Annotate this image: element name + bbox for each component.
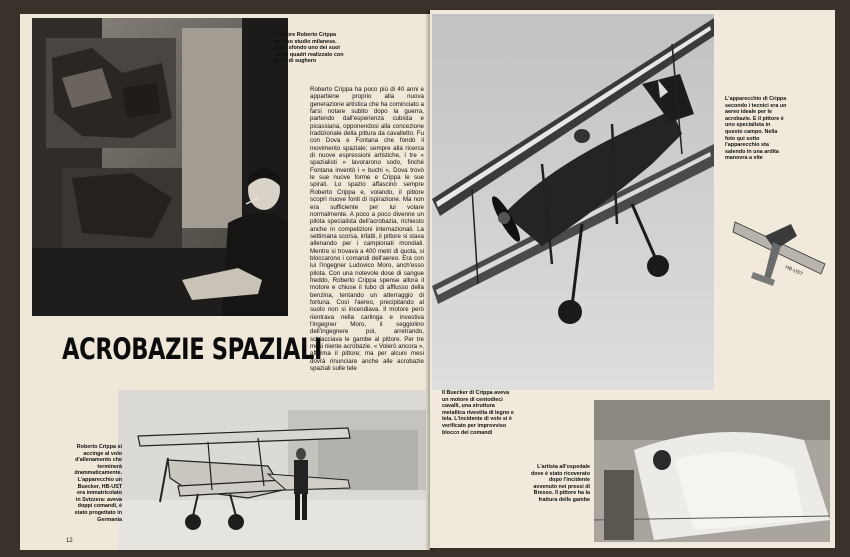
- plane-ground-caption: Roberto Crippa si accinge al volo d'allenamento che terminerà drammaticamente. L'apparecchio un Buecker, HB-UST era immatricolato in Svizzera: aveva doppi comandi, è stato progettato in Germania: [74, 444, 122, 523]
- headline: ACROBAZIE SPAZIALI: [62, 332, 323, 366]
- hospital-photo: [594, 400, 830, 542]
- hospital-caption: L'artista all'ospedale dove è stato ricoverato dopo l'incidente avvenuto nei pressi di Bresso. Il pittore ha la frattura delle gambe: [530, 464, 590, 503]
- studio-caption: Il pittore Roberto Crippa nel suo studio milanese. Sullo sfondo uno dei suoi ultimi quadri realizzato con pezzi di sughero: [274, 32, 344, 65]
- right-page: [430, 10, 835, 548]
- biplane-flight-image: [432, 14, 714, 390]
- plane-ground-image: [118, 390, 426, 550]
- spin-maneuver-image: [725, 202, 833, 296]
- left-page: [20, 14, 430, 550]
- plane-ground-photo: [118, 390, 426, 550]
- hospital-image: [594, 400, 830, 542]
- studio-photo: [32, 18, 288, 316]
- spin-maneuver-photo: [725, 202, 833, 296]
- biplane-flight-photo: [432, 14, 714, 390]
- aircraft-caption: L'apparecchio di Crippa secondo i tecnici era un aereo ideale per le acrobazie. E il pittore è uno specialista in questo campo. Nella foto qui sotto l'apparecchio sta salendo in una ardita manovra a vite: [725, 96, 787, 162]
- plane-registration: HB-UST: [784, 264, 804, 278]
- page-number: 12: [66, 538, 73, 544]
- article-text: Roberto Crippa ha poco più di 40 anni e appartiene proprio alla nuova generazione artistica che ha cominciato a farsi notare subito dopo la guerra, partendo dall'esperienza cubista e picassiana, opponendosi alla concezione tradizionale della pittura da cavalletto. Fu con Dova e Fontana che fondò il movimento spaziale; sempre alla ricerca di nuove espressioni artistiche, i tre « spazialisti » lavorarono sodo, finché Fontana inventò i « buchi », Dova trovò le sue nuove forme e Crippa le sue spirali. Lo spazio affascinò sempre Roberto Crippa e, volando, il pittore scoprì nuove fonti di ispirazione. Ma non era sufficiente per lui volare normalmente. A poco a poco divenne un pilota specialista dell'acrobazia, richiesto anche in competizioni internazionali. La settimana scorsa, infatti, il pittore si stava allenando per i campionati mondiali. Mentre si trovava a 400 metri di quota, si bloccarono i comandi dell'aereo. Era con lui l'ingegner Ludovico Moro, anch'esso pilota. Con una notevole dose di sangue freddo, Roberto Crippa spense allora il motore e chiuse il tubo di afflusso della benzina, tentando un atterraggio di fortuna. Così l'aereo, precipitando al suolo non si incendiava. Il motore però rientrava nella carlinga e investiva l'ingegner Moro, il seggiolino dell'ingegnere poi, arretrando, schiacciava le gambe al pittore. Per tre mesi niente acrobazie. « Volerò ancora », afferma il pittore; ma per alcuni mesi dovrà rinunciare anche alle acrobazie spaziali sulle tele: [310, 86, 424, 373]
- studio-photo-image: [32, 18, 288, 316]
- engine-caption: Il Buecker di Crippa aveva un motore di centodieci cavalli, una struttura metallica rivestita di legno e tela. L'incidente di volo si è verificato per improvviso blocco dei comandi: [442, 390, 514, 436]
